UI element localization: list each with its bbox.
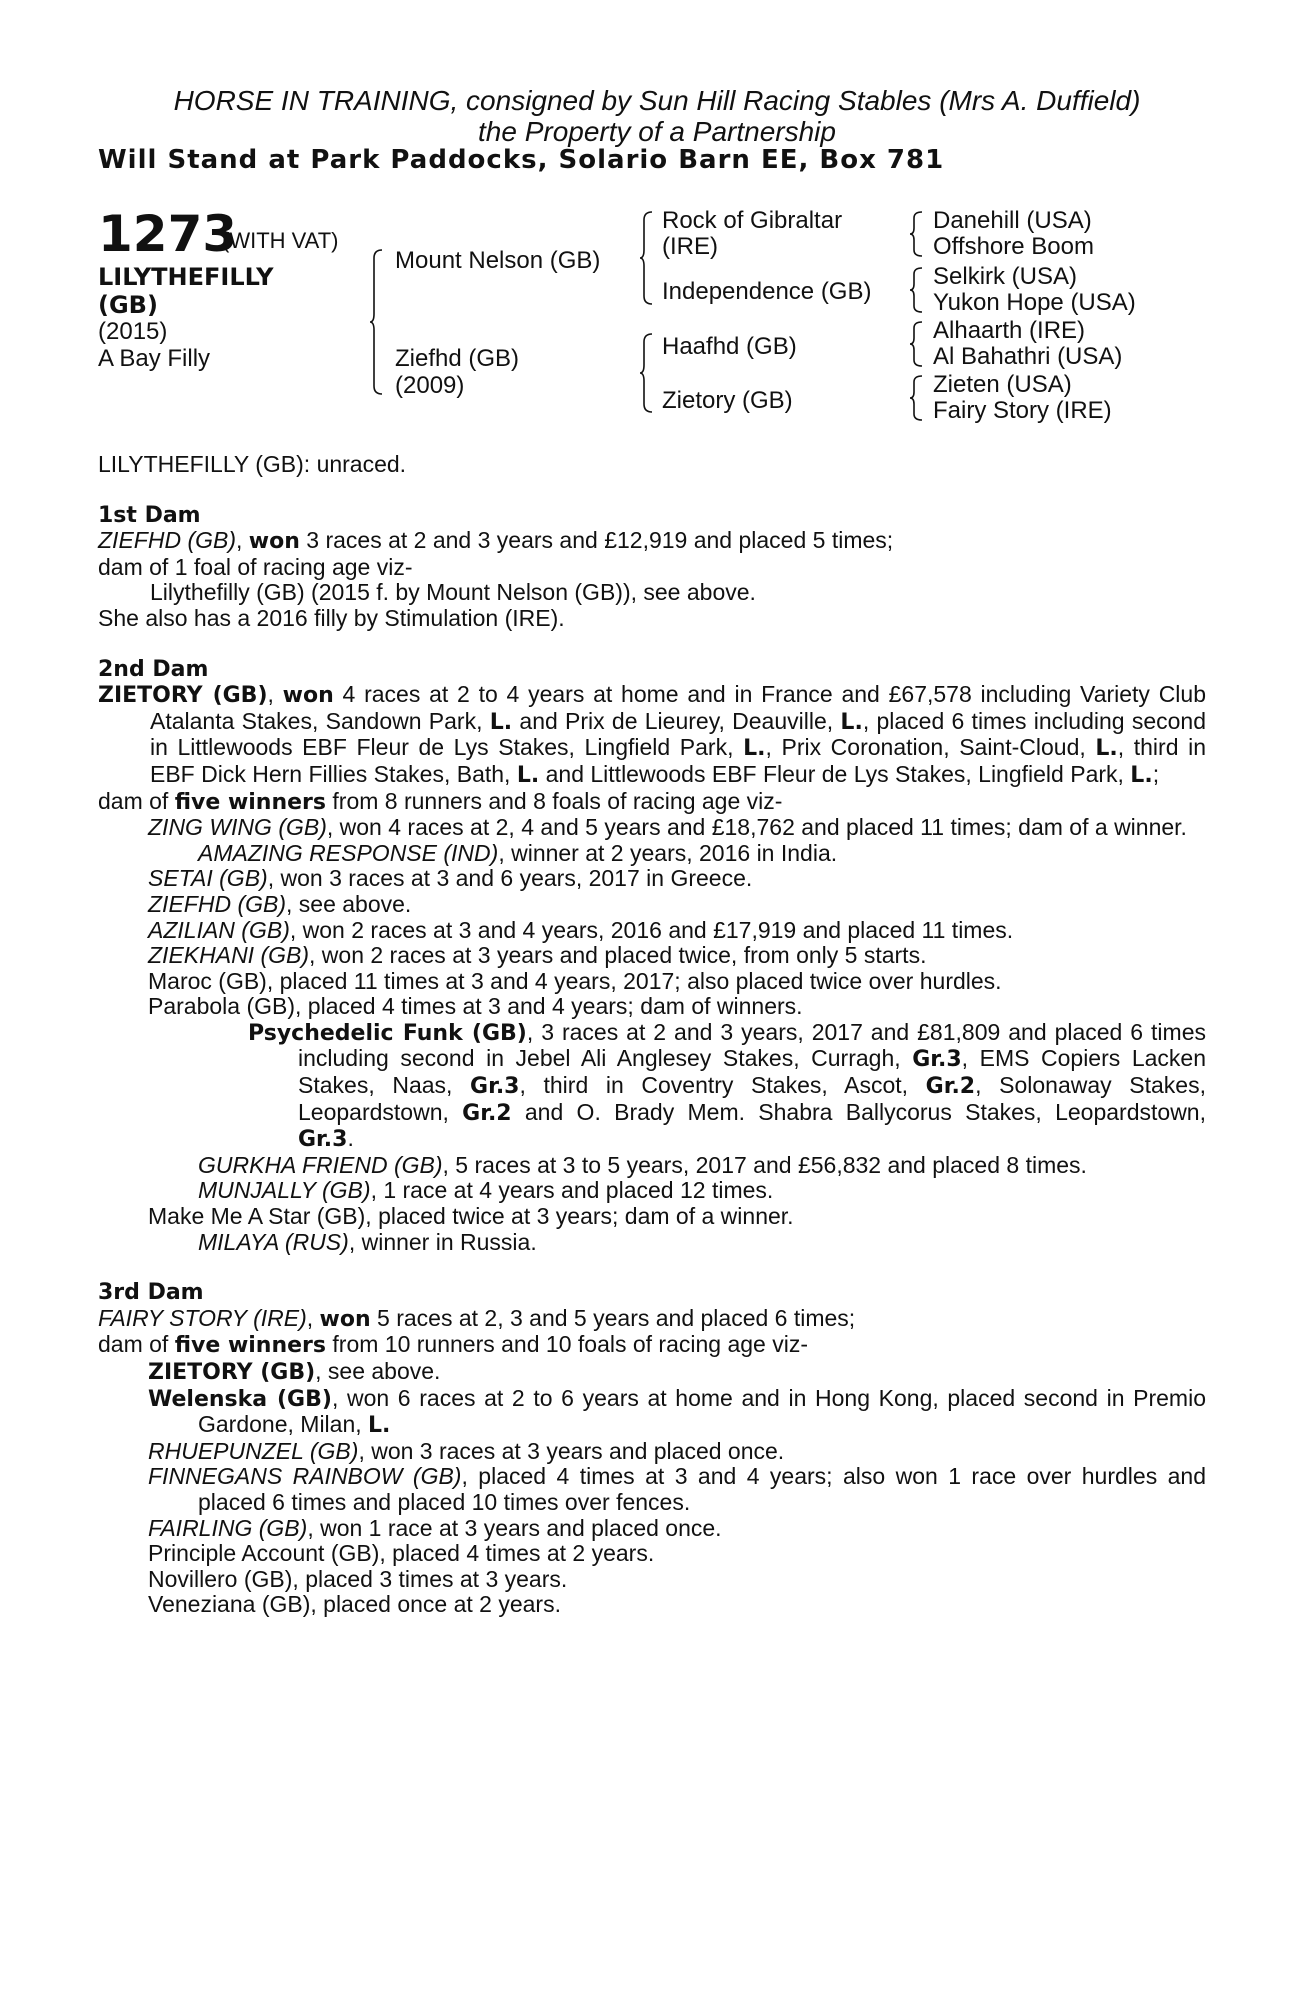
produce-entry: AMAZING RESPONSE (IND), winner at 2 years, 2016 in India. [198,839,838,866]
produce-entry: FAIRLING (GB), won 1 race at 3 years and placed once. [148,1514,722,1541]
produce-entry: AZILIAN (GB), won 2 races at 3 and 4 years, 2016 and £17,919 and placed 11 times. [148,916,1014,943]
vat-note: (WITH VAT) [222,228,339,253]
lot-number: 1273 [98,205,238,263]
second-dam-record: ZIETORY (GB), won 4 races at 2 to 4 years at home and in France and £67,578 including Variety Club Atalanta Stakes, Sandown Park, L. and Prix de Lieurey, Deauville, L., placed 6 times including second in Littlewoods EBF Fleur de Lys Stakes, Lingfield Park, L., Prix Coronation, Saint-Cloud, L., third in EBF Dick Hern Fillies Stakes, Bath, L. and Littlewoods EBF Fleur de Lys Stakes, Lingfield Park, L.; [98,681,1206,788]
horse-name [98,263,318,319]
property-line: the Property of a Partnership [478,116,836,147]
horse-description: A Bay Filly [98,345,211,372]
produce-entry: Principle Account (GB), placed 4 times at 2 years. [148,1540,655,1567]
pedigree-brace-g3 [910,320,926,368]
first-dam-record: ZIEFHD (GB), won 3 races at 2 and 3 years and £12,919 and placed 5 times; [98,527,894,555]
pedigree-sire-sire-line2: (IRE) [662,233,718,260]
first-dam-heading: 1st Dam [98,502,201,528]
produce-entry: ZING WING (GB), won 4 races at 2, 4 and 5 years and £18,762 and placed 11 times; dam of a winner. [148,814,1187,841]
produce-entry: GURKHA FRIEND (GB), 5 races at 3 to 5 years, 2017 and £56,832 and placed 8 times. [198,1151,1087,1178]
stand-location: Will Stand at Park Paddocks, Solario Barn EE, Box 781 [98,145,945,175]
third-dam-produce: dam of five winners from 10 runners and 10 foals of racing age viz- [98,1331,808,1359]
produce-entry: ZIEKHANI (GB), won 2 races at 3 years and placed twice, from only 5 starts. [148,942,927,969]
pedigree-brace-sire-dam [370,248,386,396]
pedigree-sire-dam: Independence (GB) [662,278,872,305]
produce-entry: FINNEGANS RAINBOW (GB), placed 4 times at 3 and 4 years; also won 1 race over hurdles and placed 6 times and placed 10 times over fences. [148,1463,1206,1515]
pedigree-brace-g2 [910,266,926,314]
pedigree-brace-sire-parents [640,210,656,306]
horse-name-line1: LILYTHEFILLY [98,263,274,291]
pedigree-ancestor: Danehill (USA) [933,207,1092,234]
first-dam-note: She also has a 2016 filly by Stimulation (IRE). [98,604,565,631]
produce-entry: SETAI (GB), won 3 races at 3 and 6 years, 2017 in Greece. [148,865,753,892]
pedigree-brace-g4 [910,374,926,422]
pedigree-dam-sire: Haafhd (GB) [662,333,797,360]
produce-entry: Novillero (GB), placed 3 times at 3 years. [148,1565,568,1592]
produce-entry: Welenska (GB), won 6 races at 2 to 6 years at home and in Hong Kong, placed second in Premio Gardone, Milan, L. [148,1384,1206,1439]
horse-name-line2: (GB) [98,291,158,319]
pedigree-brace-g1 [910,210,926,258]
produce-entry: Maroc (GB), placed 11 times at 3 and 4 years, 2017; also placed twice over hurdles. [148,967,1002,994]
first-dam-foal: Lilythefilly (GB) (2015 f. by Mount Nelson (GB)), see above. [150,579,756,606]
pedigree-dam-name: Ziefhd (GB) [395,345,520,372]
pedigree-ancestor: Selkirk (USA) [933,263,1078,290]
pedigree-ancestor: Offshore Boom [933,233,1094,260]
pedigree-brace-dam-parents [640,332,656,414]
first-dam-produce: dam of 1 foal of racing age viz- [98,553,413,580]
produce-entry: RHUEPUNZEL (GB), won 3 races at 3 years and placed once. [148,1437,785,1464]
pedigree-ancestor: Fairy Story (IRE) [933,397,1112,424]
produce-entry: Parabola (GB), placed 4 times at 3 and 4 years; dam of winners. [148,993,803,1020]
third-dam-heading: 3rd Dam [98,1280,204,1306]
pedigree-dam-year: (2009) [395,372,465,399]
foaling-year: (2015) [98,318,168,345]
produce-entry: Make Me A Star (GB), placed twice at 3 years; dam of a winner. [148,1203,794,1230]
pedigree-sire-sire-line1: Rock of Gibraltar [662,207,843,234]
consignor-line: HORSE IN TRAINING, consigned by Sun Hill Racing Stables (Mrs A. Duffield) [173,85,1141,116]
produce-entry: MUNJALLY (GB), 1 race at 4 years and placed 12 times. [198,1177,774,1204]
race-record [98,452,1206,1618]
third-dam-record: FAIRY STORY (IRE), won 5 races at 2, 3 and 5 years and placed 6 times; [98,1304,856,1332]
produce-entry: Psychedelic Funk (GB), 3 races at 2 and 3 years, 2017 and £81,809 and placed 6 times including second in Jebel Ali Anglesey Stakes, Curragh, Gr.3, EMS Copiers Lacken Stakes, Naas, Gr.3, third in Coventry Stakes, Ascot, Gr.2, Solonaway Stakes, Leopardstown, Gr.2 and O. Brady Mem. Shabra Ballycorus Stakes, Leopardstown, Gr.3. [248,1018,1206,1153]
produce-entry: ZIETORY (GB), see above. [148,1358,441,1385]
pedigree-dam-dam: Zietory (GB) [662,387,793,414]
produce-entry: MILAYA (RUS), winner in Russia. [198,1228,537,1255]
pedigree-sire: Mount Nelson (GB) [395,247,601,274]
pedigree-ancestor: Zieten (USA) [933,371,1072,398]
second-dam-produce: dam of five winners from 8 runners and 8 foals of racing age viz- [98,787,783,815]
pedigree-ancestor: Yukon Hope (USA) [933,289,1136,316]
produce-entry: Veneziana (GB), placed once at 2 years. [148,1591,561,1618]
produce-entry: ZIEFHD (GB), see above. [148,890,412,917]
second-dam-heading: 2nd Dam [98,656,209,682]
unraced-note: LILYTHEFILLY (GB): unraced. [98,451,407,477]
pedigree-ancestor: Al Bahathri (USA) [933,343,1123,370]
pedigree-ancestor: Alhaarth (IRE) [933,317,1086,344]
